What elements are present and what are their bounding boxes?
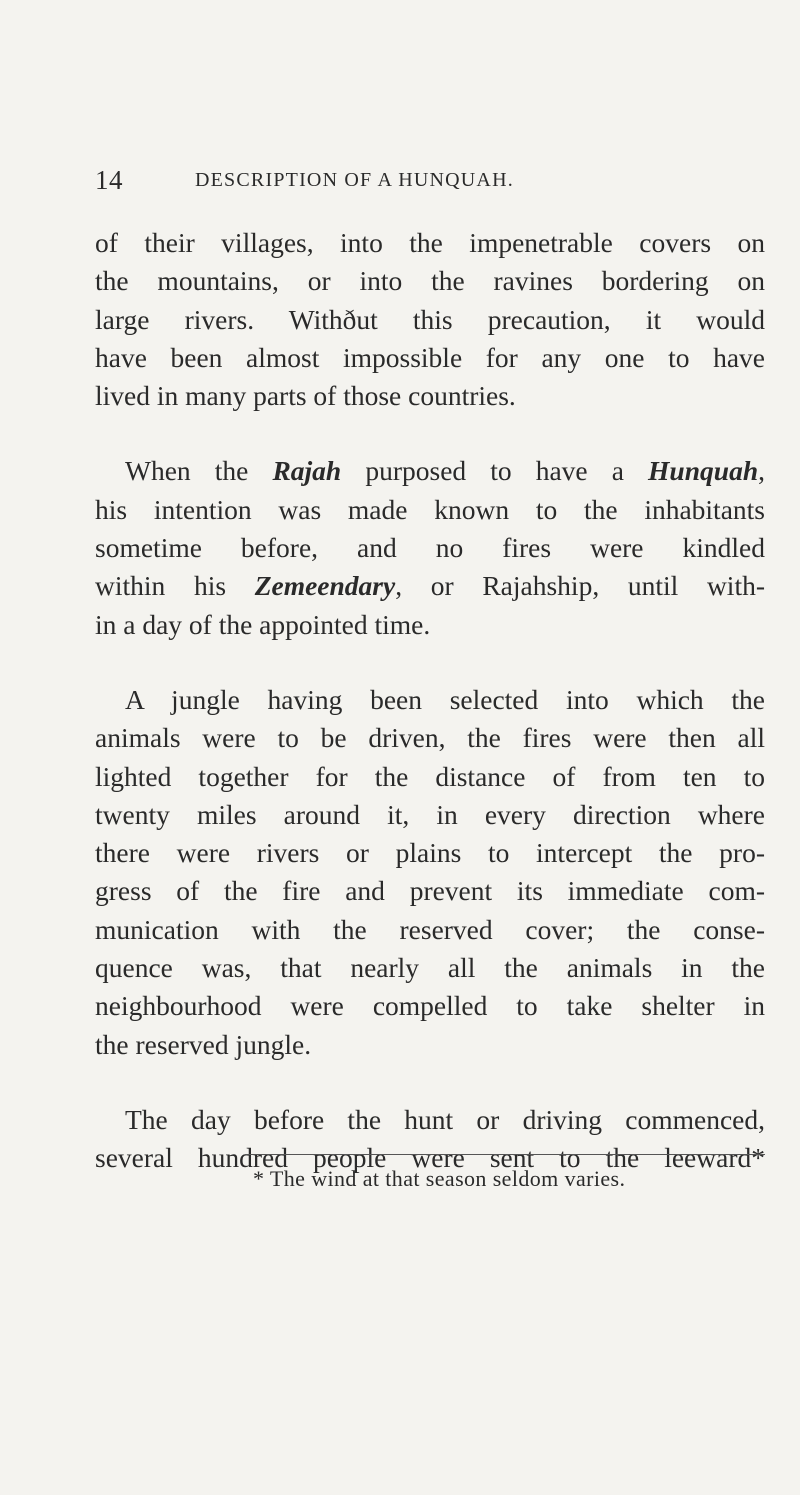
paragraph-1 xyxy=(95,224,765,415)
text-line xyxy=(95,452,765,490)
text-line: large rivers. Withðut this precaution, it would xyxy=(95,303,765,335)
text-line: A jungle having been selected into which the xyxy=(125,683,765,715)
text-line xyxy=(95,567,765,605)
text-run: When the xyxy=(125,455,273,487)
page-number: 14 xyxy=(95,165,123,195)
text-run: purposed to have a xyxy=(341,455,649,487)
text-line: in a day of the appointed time. xyxy=(95,608,431,640)
text-line: have been almost impossible for any one to have xyxy=(95,341,765,373)
text-line: lighted together for the distance of from ten to xyxy=(95,760,765,792)
text-line: his intention was made known to the inhabitants xyxy=(95,493,765,525)
text-line: gress of the fire and prevent its immediate com- xyxy=(95,875,765,907)
text-line: sometime before, and no fires were kindled xyxy=(95,532,765,564)
paragraph-2 xyxy=(95,452,765,643)
text-line: the reserved jungle. xyxy=(95,1028,312,1060)
text-line: munication with the reserved cover; the conse- xyxy=(95,913,765,945)
zemeendary-term: Zemeendary xyxy=(254,570,396,602)
text-line: of their villages, into the impenetrable covers on xyxy=(95,227,765,258)
text-line: quence was, that nearly all the animals in the xyxy=(95,952,765,984)
text-line: the mountains, or into the ravines bordering on xyxy=(95,265,765,297)
text-line: neighbourhood were compelled to take shelter in xyxy=(95,990,765,1022)
text-line: animals were to be driven, the fires were then all xyxy=(95,722,765,754)
rajah-term: Rajah xyxy=(272,455,342,487)
text-line: several hundred people were sent to the leeward* xyxy=(95,1142,765,1174)
text-line: The day before the hunt or driving commenced, xyxy=(125,1103,765,1135)
running-head xyxy=(95,165,715,195)
footnote-rule xyxy=(245,1154,765,1155)
paragraph-3 xyxy=(95,681,765,1064)
body-text xyxy=(95,224,765,1178)
footnote: * The wind at that season seldom varies. xyxy=(253,1166,626,1191)
hunquah-term: Hunquah xyxy=(648,455,759,487)
text-line: there were rivers or plains to intercept the pro- xyxy=(95,837,765,869)
running-title: DESCRIPTION OF A HUNQUAH. xyxy=(195,169,514,191)
text-line: lived in many parts of those countries. xyxy=(95,380,516,412)
text-run: , xyxy=(758,455,765,487)
text-line: twenty miles around it, in every direction where xyxy=(95,798,765,830)
text-run: within his xyxy=(95,570,255,602)
text-run: , or Rajahship, until with- xyxy=(395,570,765,602)
